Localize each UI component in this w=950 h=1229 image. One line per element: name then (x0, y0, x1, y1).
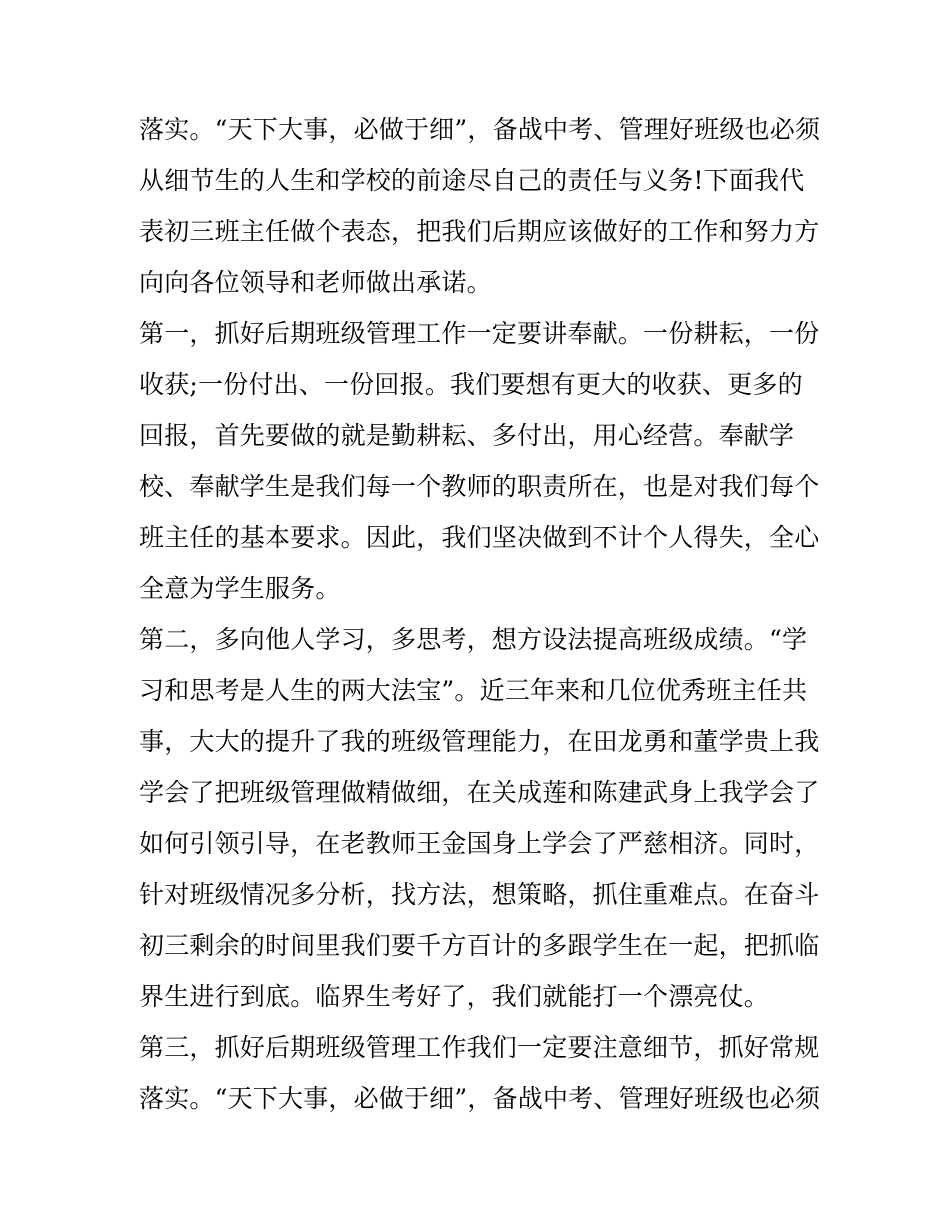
text-line: 初三剩余的时间里我们要千方百计的多跟学生在一起，把抓临 (139, 931, 820, 960)
text-line: 学会了把班级管理做精做细，在关成莲和陈建武身上我学会了 (139, 778, 820, 807)
text-line: 落实。“天下大事，必做于细”，备战中考、管理好班级也必须 (139, 1084, 821, 1113)
text-line: 从细节生的人生和学校的前途尽自己的责任与义务!下面我代 (139, 166, 805, 195)
text-line: 界生进行到底。临界生考好了，我们就能打一个漂亮仗。 (139, 982, 770, 1011)
text-line: 收获;一份付出、一份回报。我们要想有更大的收获、更多的 (139, 370, 803, 399)
text-line: 校、奉献学生是我们每一个教师的职责所在，也是对我们每个 (139, 472, 820, 501)
text-line: 班主任的基本要求。因此，我们坚决做到不计个人得失，全心 (139, 523, 820, 552)
text-line: 回报，首先要做的就是勤耕耘、多付出，用心经营。奉献学 (139, 421, 795, 450)
text-line: 落实。“天下大事，必做于细”，备战中考、管理好班级也必须 (139, 115, 821, 144)
body-text (139, 104, 819, 1124)
text-line: 向向各位领导和老师做出承诺。 (139, 268, 492, 297)
text-line: 针对班级情况多分析，找方法，想策略，抓住重难点。在奋斗 (139, 880, 820, 909)
text-line: 习和思考是人生的两大法宝”。近三年来和几位优秀班主任共 (139, 676, 808, 705)
text-line: 第一，抓好后期班级管理工作一定要讲奉献。一份耕耘，一份 (139, 319, 820, 348)
text-line: 如何引领引导，在老教师王金国身上学会了严慈相济。同时， (139, 829, 820, 858)
text-line: 表初三班主任做个表态，把我们后期应该做好的工作和努力方 (139, 217, 820, 246)
text-line: 第三，抓好后期班级管理工作我们一定要注意细节，抓好常规 (139, 1033, 820, 1062)
text-line: 第二，多向他人学习，多思考，想方设法提高班级成绩。“学 (139, 625, 808, 654)
text-line: 全意为学生服务。 (139, 574, 341, 603)
text-line: 事，大大的提升了我的班级管理能力，在田龙勇和董学贵上我 (139, 727, 820, 756)
